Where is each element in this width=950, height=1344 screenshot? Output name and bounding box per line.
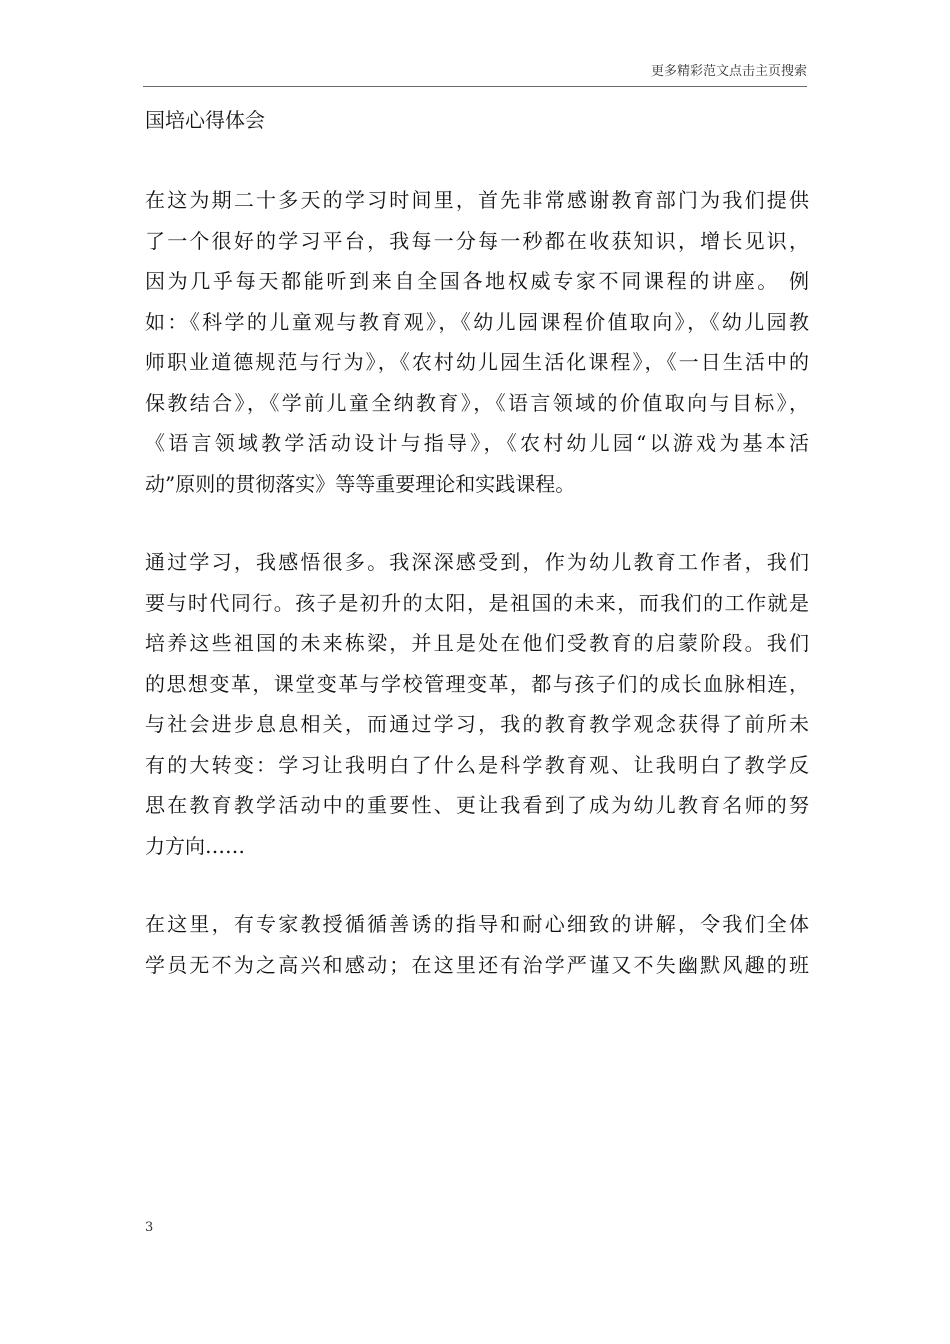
header-divider — [143, 86, 807, 87]
text-line: 学员无不为之高兴和感动；在这里还有治学严谨又不失幽默风趣的班 — [145, 952, 809, 977]
text-line: 因为几乎每天都能听到来自全国各地权威专家不同课程的讲座。 例 — [145, 269, 809, 293]
text-line: 通过学习，我感悟很多。我深深感受到，作为幼儿教育工作者，我们 — [145, 550, 809, 574]
text-line: 力方向…… — [145, 833, 245, 858]
header-note: 更多精彩范文点击主页搜索 — [650, 64, 807, 79]
text-line: 思在教育教学活动中的重要性、更让我看到了成为幼儿教育名师的努 — [145, 793, 809, 817]
page-number: 3 — [145, 1220, 154, 1235]
text-line: 保教结合》，《学前儿童全纳教育》，《语言领域的价值取向与目标》， — [145, 390, 809, 415]
text-line: 培养这些祖国的未来栋梁，并且是处在他们受教育的启蒙阶段。我们 — [145, 631, 809, 655]
text-line: 在这里，有专家教授循循善诱的指导和耐心细致的讲解，令我们全体 — [145, 912, 809, 936]
paragraph-1 — [145, 180, 809, 504]
text-line: 师职业道德规范与行为》，《农村幼儿园生活化课程》，《一日生活中的 — [145, 350, 809, 374]
text-line: 《语言领域教学活动设计与指导》，《农村幼儿园“以游戏为基本活 — [145, 431, 809, 455]
text-line: 与社会进步息息相关，而通过学习，我的教育教学观念获得了前所未 — [145, 712, 809, 736]
text-line: 的思想变革，课堂变革与学校管理变革，都与孩子们的成长血脉相连， — [145, 671, 809, 696]
document-title: 国培心得体会 — [145, 108, 265, 132]
text-line: 要与时代同行。孩子是初升的太阳，是祖国的未来，而我们的工作就是 — [145, 590, 809, 615]
text-line: 了一个很好的学习平台，我每一分每一秒都在收获知识，增长见识， — [145, 228, 809, 253]
text-line: 动”原则的贯彻落实》等等重要理论和实践课程。 — [145, 471, 576, 496]
text-line: 在这为期二十多天的学习时间里，首先非常感谢教育部门为我们提供 — [145, 188, 809, 212]
paragraph-3 — [145, 904, 809, 985]
paragraph-2 — [145, 542, 809, 866]
text-line: 如：《科学的儿童观与教育观》，《幼儿园课程价值取向》，《幼儿园教 — [145, 309, 809, 334]
document-body — [145, 100, 809, 1023]
text-line: 有的大转变：学习让我明白了什么是科学教育观、让我明白了教学反 — [145, 752, 809, 777]
